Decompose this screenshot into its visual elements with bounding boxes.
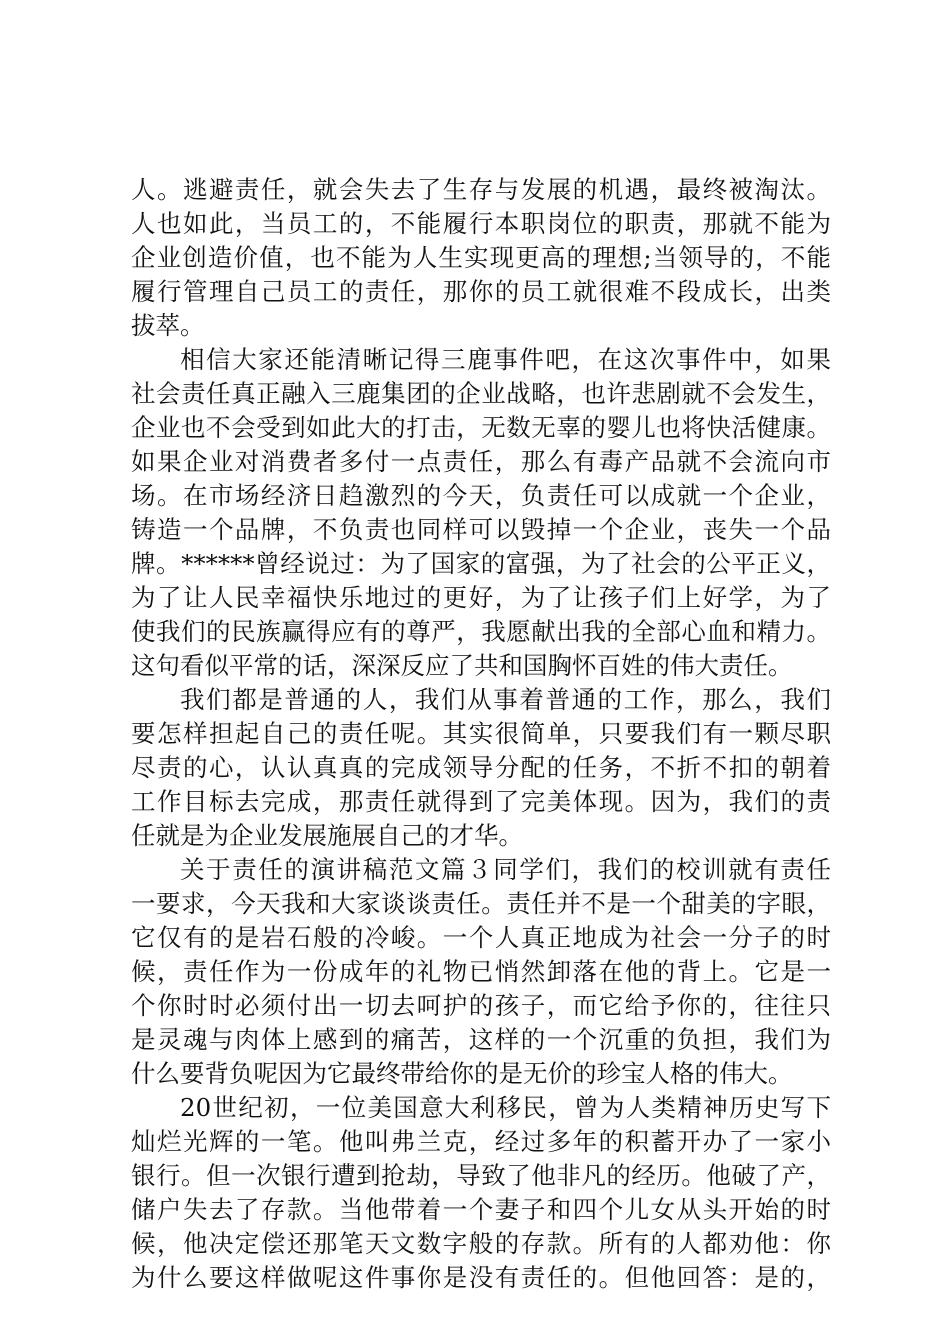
text-line: 企业创造价值，也不能为人生实现更高的理想;当领导的，不能 <box>131 243 831 272</box>
text-line: 候，他决定偿还那笔天文数字般的存款。所有的人都劝他：你 <box>131 1229 831 1258</box>
text-line: 储户失去了存款。当他带着一个妻子和四个儿女从头开始的时 <box>131 1195 831 1224</box>
paragraph-first-line: 20世纪初，一位美国意大利移民，曾为人类精神历史写下 <box>180 1093 831 1122</box>
text-line: 人。逃避责任，就会失去了生存与发展的机遇，最终被淘汰。 <box>131 175 831 204</box>
text-line: 它仅有的是岩石般的冷峻。一个人真正地成为社会一分子的时 <box>131 923 831 952</box>
text-line: 牌。******曾经说过：为了国家的富强，为了社会的公平正义， <box>131 549 831 578</box>
text-line: 任就是为企业发展施展自己的才华。 <box>131 821 523 850</box>
text-line: 个你时时必须付出一切去呵护的孩子，而它给予你的，往往只 <box>131 991 831 1020</box>
text-line: 铸造一个品牌，不负责也同样可以毁掉一个企业，丧失一个品 <box>131 515 831 544</box>
paragraph-first-line: 关于责任的演讲稿范文篇３同学们，我们的校训就有责任 <box>180 855 831 884</box>
text-line: 什么要背负呢因为它最终带给你的是无价的珍宝人格的伟大。 <box>131 1059 793 1088</box>
text-line: 银行。但一次银行遭到抢劫，导致了他非凡的经历。他破了产， <box>131 1161 831 1190</box>
text-line: 工作目标去完成，那责任就得到了完美体现。因为，我们的责 <box>131 787 831 816</box>
text-line: 灿烂光辉的一笔。他叫弗兰克，经过多年的积蓄开办了一家小 <box>131 1127 831 1156</box>
paragraph-first-line: 我们都是普通的人，我们从事着普通的工作，那么，我们 <box>180 685 831 714</box>
text-line: 拔萃。 <box>131 311 205 340</box>
text-line: 这句看似平常的话，深深反应了共和国胸怀百姓的伟大责任。 <box>131 651 793 680</box>
text-line: 社会责任真正融入三鹿集团的企业战略，也许悲剧就不会发生， <box>131 379 831 408</box>
text-line: 使我们的民族赢得应有的尊严，我愿献出我的全部心血和精力。 <box>131 617 831 646</box>
paragraph-first-line: 相信大家还能清晰记得三鹿事件吧，在这次事件中，如果 <box>180 345 831 374</box>
text-line: 一要求，今天我和大家谈谈责任。责任并不是一个甜美的字眼， <box>131 889 831 918</box>
text-line: 是灵魂与肉体上感到的痛苦，这样的一个沉重的负担，我们为 <box>131 1025 831 1054</box>
text-line: 场。在市场经济日趋激烈的今天，负责任可以成就一个企业， <box>131 481 831 510</box>
text-line: 要怎样担起自己的责任呢。其实很简单，只要我们有一颗尽职 <box>131 719 831 748</box>
text-line: 候，责任作为一份成年的礼物已悄然卸落在他的背上。它是一 <box>131 957 831 986</box>
text-line: 人也如此，当员工的，不能履行本职岗位的职责，那就不能为 <box>131 209 831 238</box>
text-line: 履行管理自己员工的责任，那你的员工就很难不段成长，出类 <box>131 277 831 306</box>
text-line: 为什么要这样做呢这件事你是没有责任的。但他回答：是的， <box>131 1263 831 1292</box>
text-line: 如果企业对消费者多付一点责任，那么有毒产品就不会流向市 <box>131 447 831 476</box>
text-line: 尽责的心，认认真真的完成领导分配的任务，不折不扣的朝着 <box>131 753 831 782</box>
text-line: 企业也不会受到如此大的打击，无数无辜的婴儿也将快活健康。 <box>131 413 831 442</box>
text-line: 为了让人民幸福快乐地过的更好，为了让孩子们上好学，为了 <box>131 583 831 612</box>
